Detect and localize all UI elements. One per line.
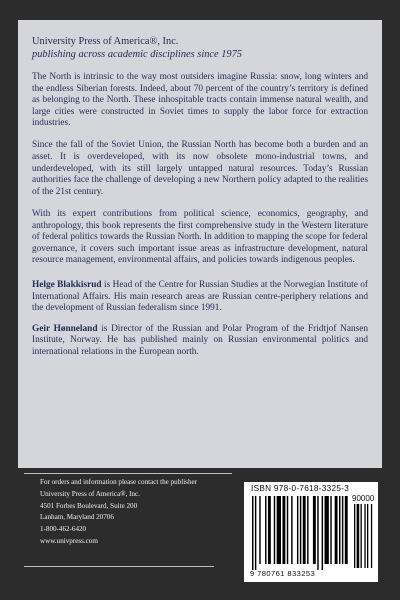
barcode-bar	[277, 496, 281, 564]
order-info-line-1: For orders and information please contact the publisher	[40, 478, 198, 486]
barcode-bar	[364, 504, 365, 568]
barcode-bar	[361, 504, 362, 568]
barcode-bar	[325, 496, 329, 564]
barcode-bar	[354, 504, 355, 568]
barcode-bar	[287, 496, 288, 564]
barcode-bar	[317, 496, 318, 570]
barcode-bar	[330, 496, 331, 564]
barcode-bar	[357, 504, 360, 568]
order-information	[40, 477, 197, 548]
isbn-number: ISBN 978-0-7618-3325-3	[251, 484, 350, 493]
barcode-bar	[342, 496, 343, 564]
price-code: 90000	[352, 494, 375, 503]
text-panel	[18, 20, 382, 468]
description-paragraph-1: The North is intrinsic to the way most outsiders imagine Russia: snow, long winters and the endless Siberian forests. Indeed, about 70 percent of the country’s territory is defined as belonging to the North. These inhospitable tracts contain immense natural wealth, and large cities were constructed in Soviet times to supply the labor force for extraction industries.	[32, 72, 368, 129]
order-info-line-2: University Press of America®, Inc.	[40, 489, 140, 498]
barcode-bar	[291, 496, 292, 564]
ean-digits: 9 780761 833253	[250, 569, 316, 578]
barcode-bar	[335, 496, 338, 564]
barcode-bar	[265, 496, 266, 564]
barcode-bar	[297, 496, 298, 564]
divider-bottom	[24, 566, 214, 567]
author-bio-1-text: is Head of the Centre for Russian Studies at the Norwegian Institute of International Affairs. His main research areas are Russian centre-periphery relations and the development of Russian federalism since 1991.	[32, 279, 368, 314]
barcode-bar	[282, 496, 285, 564]
order-info-line-3: 4501 Forbes Boulevard, Suite 200	[40, 501, 138, 510]
publisher-name: University Press of America®, Inc.	[32, 36, 179, 47]
divider-top	[24, 473, 232, 474]
author-name-2: Geir Hønneland	[32, 323, 98, 334]
publisher-tagline: publishing across academic disciplines since 1975	[32, 49, 242, 60]
barcode-bar	[307, 496, 308, 564]
description-paragraph-2: Since the fall of the Soviet Union, the Russian North has become both a burden and an asset. It is overdeveloped, with its now obsolete mono-industrial towns, and underdeveloped, with its still largely untapped natural resources. Today’s Russian authorities face the challenge of developing a new Northern policy adapted to the realities of the 21st century.	[32, 140, 368, 197]
barcode-bar	[259, 496, 260, 564]
barcode-bar	[339, 496, 340, 564]
barcode-label	[244, 482, 378, 582]
barcode-bar	[300, 496, 301, 564]
price-barcode-graphic	[354, 504, 374, 568]
order-info-line-5: 1-800-462-6420	[40, 525, 87, 534]
barcode-bar	[367, 504, 368, 568]
order-info-line-6: www.univpress.com	[40, 536, 98, 545]
barcode-bar	[345, 496, 348, 564]
barcode-bar	[371, 504, 372, 568]
order-info-line-4: Lanham, Maryland 20706	[40, 513, 114, 522]
barcode-bar	[252, 496, 253, 570]
barcode-bar	[303, 496, 306, 564]
ean-barcode-graphic	[252, 496, 350, 570]
barcode-bar	[268, 496, 271, 564]
author-name-1: Helge Blakkisrud	[32, 279, 102, 290]
author-bio-2	[32, 324, 368, 359]
barcode-bar	[255, 496, 256, 570]
barcode-bar	[322, 496, 323, 570]
description-paragraph-3: With its expert contributions from political science, economics, geography, and anthropology, this book represents the first comprehensive study in the Western literature of federal politics towards the Russian North. In addition to mapping the scope for federal governance, it covers such important issue areas as infrastructure development, natural resource management, environmental affairs, and policies towards indigenous peoples.	[32, 208, 368, 266]
barcode-bar	[274, 496, 275, 564]
author-bio-1	[32, 280, 368, 315]
barcode-bar	[313, 496, 316, 564]
author-bio-2-text: is Director of the Russian and Polar Program of the Fridtjof Nansen Institute, Norway. He has published mainly on Russian environmental politics and international relations in the European north.	[32, 323, 368, 357]
